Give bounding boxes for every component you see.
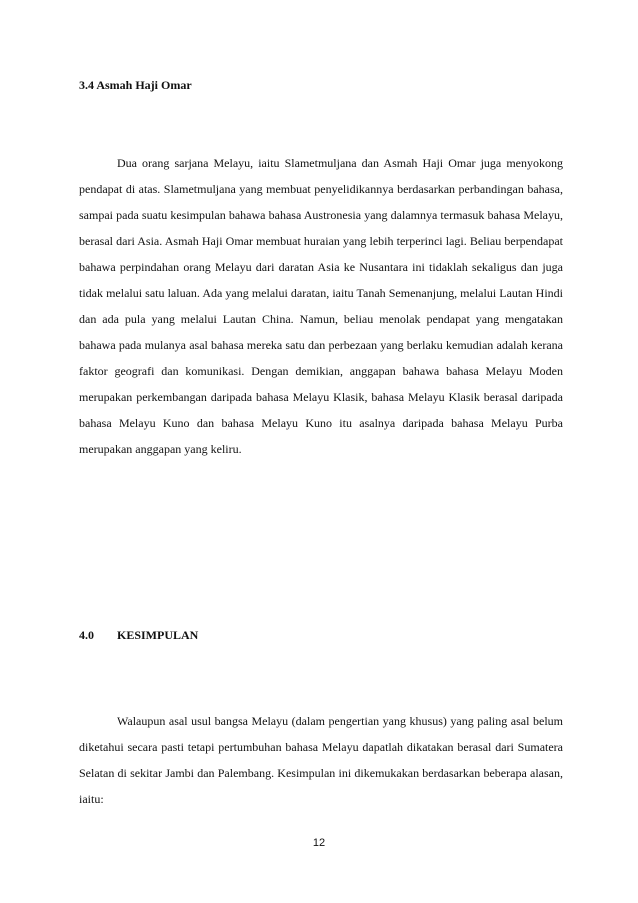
section-title: KESIMPULAN (117, 628, 199, 642)
section-heading-asmah-haji-omar: 3.4 Asmah Haji Omar (79, 78, 192, 92)
section-heading-kesimpulan (79, 628, 198, 643)
page-number: 12 (312, 837, 326, 849)
paragraph-kesimpulan: Walaupun asal usul bangsa Melayu (dalam pengertian yang khusus) yang paling asal belum diketahui secara pasti tetapi pertumbuhan bahasa Melayu dapatlah dikatakan berasal dari Sumatera Selatan di sekitar Jambi dan Palembang. Kesimpulan ini dikemukakan berdasarkan beberapa alasan, iaitu: (79, 714, 563, 806)
paragraph-asmah-haji-omar: Dua orang sarjana Melayu, iaitu Slametmuljana dan Asmah Haji Omar juga menyokong pendapat di atas. Slametmuljana yang membuat penyelidikannya berdasarkan perbandingan bahasa, sampai pada suatu kesimpulan bahawa bahasa Austronesia yang dalamnya termasuk bahasa Melayu, berasal dari Asia. Asmah Haji Omar membuat huraian yang lebih terperinci lagi. Beliau berpendapat bahawa perpindahan orang Melayu dari daratan Asia ke Nusantara ini tidaklah sekaligus dan juga tidak melalui satu laluan. Ada yang melalui daratan, iaitu Tanah Semenanjung, melalui Lautan Hindi dan ada pula yang melalui Lautan China. Namun, beliau menolak pendapat yang mengatakan bahawa pada mulanya asal bahasa mereka satu dan perbezaan yang berlaku kemudian adalah kerana faktor geografi dan komunikasi. Dengan demikian, anggapan bahawa bahasa Melayu Moden merupakan perkembangan daripada bahasa Melayu Klasik, bahasa Melayu Klasik berasal daripada bahasa Melayu Kuno dan bahasa Melayu Kuno itu asalnya daripada bahasa Melayu Purba merupakan anggapan yang keliru. (79, 156, 563, 456)
section-number: 4.0 (79, 628, 94, 642)
